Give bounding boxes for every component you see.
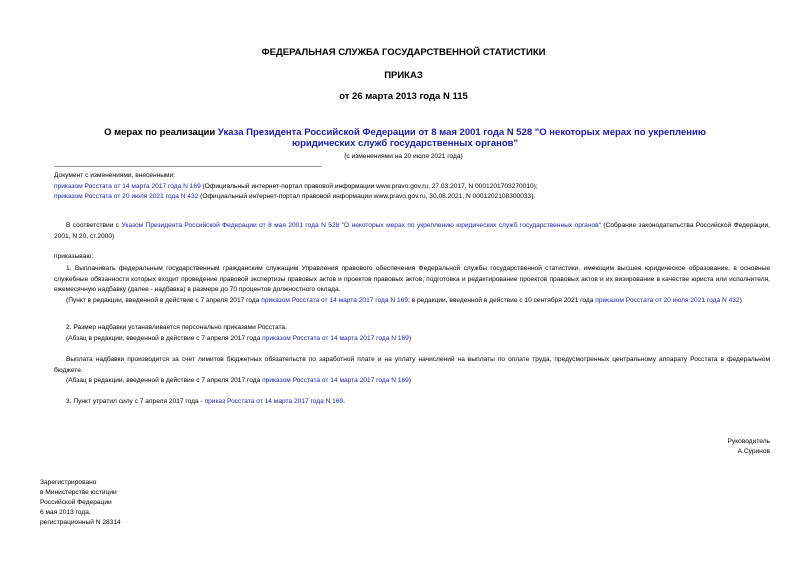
title-prefix: О мерах по реализации	[104, 127, 218, 138]
paragraph-1	[54, 264, 770, 306]
order-word: приказываю:	[54, 253, 94, 260]
registration-line: Российской Федерации	[40, 499, 112, 506]
changes-note: (с изменениями на 20 июля 2021 года)	[344, 153, 463, 160]
paragraph-1-text: 1. Выплачивать федеральным государственным гражданским служащим Управления правового обеспечения Федеральной службы государственной статистики, имеющим высшее юридическое образование, в основные служебные обязанности которых входит проведение правовой экспертизы правовых актов и проектов правовых актов, подготовка и редактирование проектов правовых актов и их визирование в качестве юриста или исполнителя, ежемесячную надбавку (далее - надбавка) в размере до 70 процентов должностного оклада.	[54, 265, 770, 293]
registration-line: 6 мая 2013 года,	[40, 509, 91, 516]
paragraph-2b	[54, 355, 770, 387]
note-end: )	[408, 334, 412, 342]
p2-note-link[interactable]: приказом Росстата от 14 марта 2017 года N 169	[262, 334, 409, 342]
p1-note-link-2[interactable]: приказом Росстата от 20 июля 2021 года N 432	[595, 296, 740, 304]
paragraph-2	[54, 323, 770, 344]
amendment-link-1[interactable]: приказом Росстата от 14 марта 2017 года N 169	[54, 182, 201, 190]
doc-type: ПРИКАЗ	[384, 70, 423, 81]
p1-note-link-1[interactable]: приказом Росстата от 14 марта 2017 года N 169	[261, 296, 408, 304]
registration-line: регистрационный N 28314	[40, 519, 121, 526]
note-mid: ; в редакции, введенной в действие с 10 сентября 2021 года	[408, 296, 596, 304]
note-pre: (Пункт в редакции, введенной в действие с 7 апреля 2017 года	[66, 296, 262, 304]
p2b-note-link[interactable]: приказом Росстата от 14 марта 2017 года N 169	[262, 377, 409, 384]
amendments-divider	[54, 166, 322, 167]
note-pre: (Абзац в редакции, введенной в действие с 7 апреля 2017 года	[66, 334, 263, 342]
note-end: )	[739, 296, 742, 304]
amendment-item	[54, 182, 770, 193]
signature-name: А.Суринов	[737, 448, 770, 455]
registration-line: Зарегистрировано	[40, 479, 97, 486]
paragraph-2b-note	[54, 376, 770, 387]
registration-block	[40, 478, 121, 528]
doc-date-number: от 26 марта 2013 года N 115	[339, 91, 468, 102]
document-title	[100, 127, 710, 149]
amendment-text-1: (Официальный интернет-портал правовой информации www.pravo.gov.ru, 27.03.2017, N 0001201703270010);	[200, 182, 538, 190]
note-pre: (Абзац в редакции, введенной в действие с 7 апреля 2017 года	[66, 377, 263, 384]
title-decree-link[interactable]: Указа Президента Российской Федерации от 8 мая 2001 года N 528 "О некоторых мерах по укреплению юридических служб государственных органов"	[217, 127, 706, 149]
preamble-decree-link[interactable]: Указом Президента Российской Федерации от 8 мая 2001 года N 528 "О некоторых мерах по укреплению юридических служб государственных органов"	[121, 222, 601, 229]
paragraph-2b-text: Выплата надбавки производится за счет лимитов бюджетных обязательств по заработной плате и на уплату начислений на выплаты по оплате труда, предусмотренных центральному аппарату Росстата в федеральном бюджете.	[54, 356, 770, 374]
paragraph-3-end: .	[343, 398, 346, 405]
paragraph-1-note	[54, 296, 770, 307]
paragraph-3-text: 3. Пункт утратил силу с 7 апреля 2017 года -	[66, 398, 205, 405]
amendment-link-2[interactable]: приказом Росстата от 20 июля 2021 года N 432	[54, 193, 199, 200]
agency-name: ФЕДЕРАЛЬНАЯ СЛУЖБА ГОСУДАРСТВЕННОЙ СТАТИСТИКИ	[261, 47, 546, 58]
note-end: )	[408, 377, 412, 384]
preamble	[54, 221, 770, 242]
preamble-post: (Собрание законодательства Российской Федерации, 2001, N 20, ст.2000)	[54, 222, 771, 240]
signature-block	[728, 437, 770, 457]
amendment-text-2: (Официальный интернет-портал правовой информации www.pravo.gov.ru, 30.08.2021, N 0001202108300033).	[198, 193, 536, 200]
preamble-pre: В соответствии с	[66, 222, 122, 229]
signature-role: Руководитель	[727, 438, 770, 445]
paragraph-2-note	[54, 334, 770, 345]
amendment-item	[54, 192, 770, 203]
p3-link[interactable]: приказ Росстата от 14 марта 2017 года N 169	[204, 398, 344, 405]
paragraph-2-text: 2. Размер надбавки устанавливается персонально приказами Росстата.	[66, 324, 287, 331]
registration-line: в Министерстве юстиции	[40, 489, 117, 496]
paragraph-3	[54, 397, 770, 408]
amendments-intro: Документ с изменениями, внесенными:	[54, 172, 176, 179]
amendments-block	[54, 171, 770, 203]
